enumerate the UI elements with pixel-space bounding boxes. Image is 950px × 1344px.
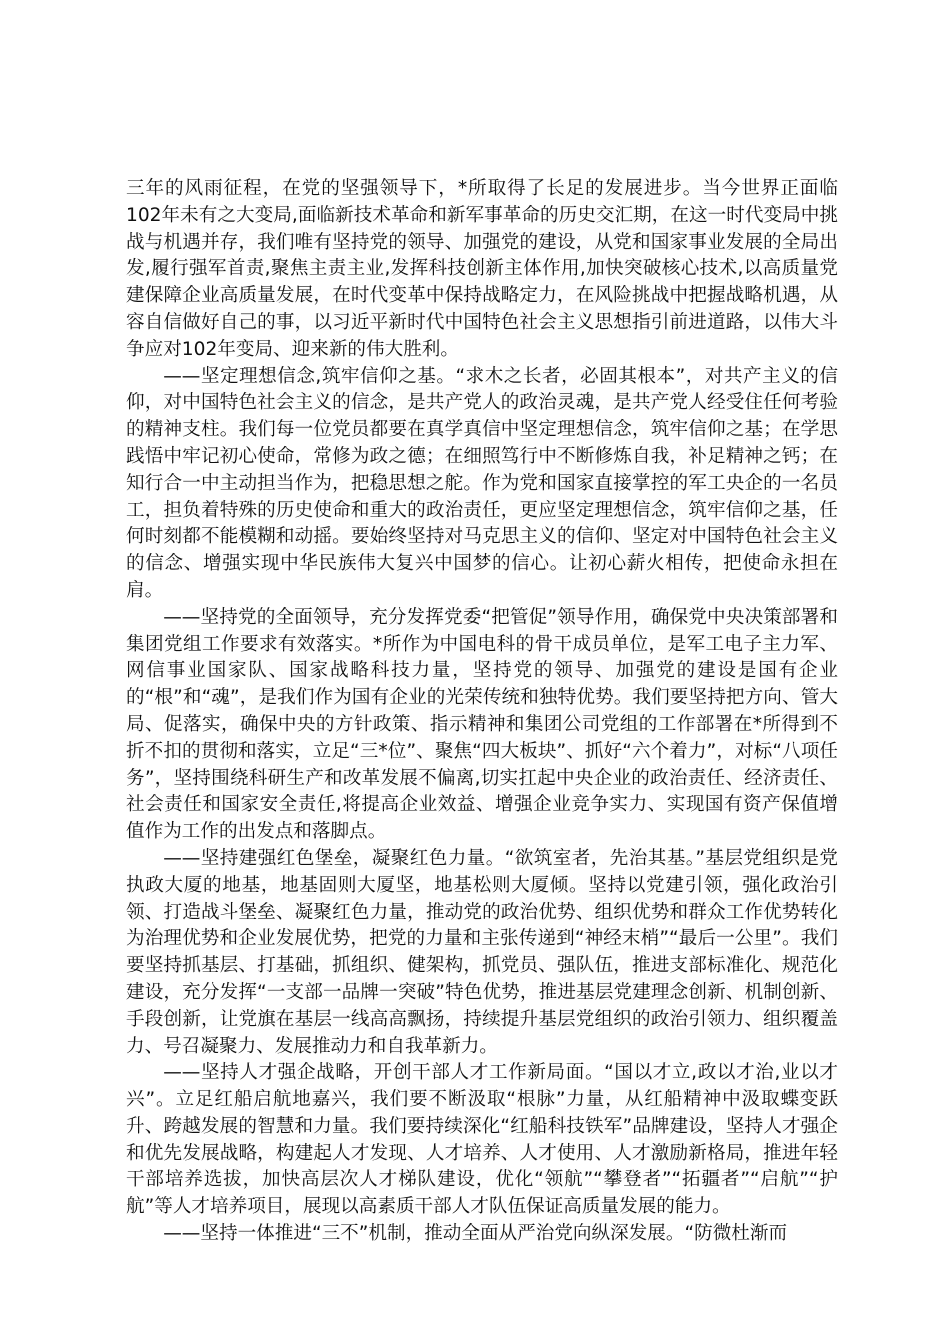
paragraph-red-fortress: ——坚持建强红色堡垒，凝聚红色力量。“欲筑室者，先治其基。”基层党组织是党执政大厦的地基，地基固则大厦坚，地基松则大厦倾。坚持以党建引领，强化政治引领、打造战斗堡垒、凝聚红色力量，推动党的政治优势、组织优势和群众工作优势转化为治理优势和企业发展优势，把党的力量和主张传递到“神经末梢”“最后一公里”。我们要坚持抓基层、打基础，抓组织、健架构，抓党员、强队伍，推进支部标准化、规范化建设，充分发挥“一支部一品牌一突破”特色优势，推进基层党建理念创新、机制创新、手段创新，让党旗在基层一线高高飘扬，持续提升基层党组织的政治引领力、组织覆盖力、号召凝聚力、发展推动力和自我革新力。 xyxy=(126,847,838,1057)
paragraph-party-leadership: ——坚持党的全面领导，充分发挥党委“把管促”领导作用，确保党中央决策部署和集团党组工作要求有效落实。*所作为中国电科的骨干成员单位，是军工电子主力军、网信事业国家队、国家战略科技力量，坚持党的领导、加强党的建设是国有企业的“根”和“魂”，是我们作为国有企业的光荣传统和独特优势。我们要坚持把方向、管大局、促落实，确保中央的方针政策、指示精神和集团公司党组的工作部署在*所得到不折不扣的贯彻和落实，立足“三*位”、聚焦“四大板块”、抓好“六个着力”，对标“八项任务”，坚持围绕科研生产和改革发展不偏离,切实扛起中央企业的政治责任、经济责任、社会责任和国家安全责任,将提高企业效益、增强企业竞争实力、实现国有资产保值增值作为工作的出发点和落脚点。 xyxy=(126,606,838,843)
paragraph-ideals-beliefs: ——坚定理想信念,筑牢信仰之基。“求木之长者，必固其根本”，对共产主义的信仰，对中国特色社会主义的信念，是共产党人的政治灵魂，是共产党人经受住任何考验的精神支柱。我们每一位党员都要在真学真信中坚定理想信念，筑牢信仰之基；在学思践悟中牢记初心使命，常修为政之德；在细照笃行中不断修炼自我，补足精神之钙；在知行合一中主动担当作为，把稳思想之舵。作为党和国家直接掌控的军工央企的一名员工，担负着特殊的历史使命和重大的政治责任，更应坚定理想信念，筑牢信仰之基，任何时刻都不能模糊和动摇。要始终坚持对马克思主义的信仰、坚定对中国特色社会主义的信念、增强实现中华民族伟大复兴中国梦的信心。让初心薪火相传，把使命永担在肩。 xyxy=(126,365,838,601)
paragraph-talent-strategy: ——坚持人才强企战略，开创干部人才工作新局面。“国以才立,政以才治,业以才兴”。立足红船启航地嘉兴，我们要不断汲取“根脉”力量，从红船精神中汲取蝶变跃升、跨越发展的智慧和力量。我们要持续深化“红船科技铁军”品牌建设，坚持人才强企和优先发展战略，构建起人才发现、人才培养、人才使用、人才激励新格局，推进年轻干部培养选拔，加快高层次人才梯队建设，优化“领航”“攀登者”“拓疆者”“启航”“护航”等人才培养项目，展现以高素质干部人才队伍保证高质量发展的能力。 xyxy=(126,1062,838,1218)
paragraph-three-nos-mechanism: ——坚持一体推进“三不”机制，推动全面从严治党向纵深发展。“防微杜渐而 xyxy=(163,1223,788,1245)
document-body xyxy=(126,176,838,1248)
paragraph-intro-continuation: 三年的风雨征程，在党的坚强领导下，*所取得了长足的发展进步。当今世界正面临102年未有之大变局,面临新技术革命和新军事革命的历史交汇期，在这一时代变局中挑战与机遇并存，我们唯有坚持党的领导、加强党的建设，从党和国家事业发展的全局出发,履行强军首责,聚焦主责主业,发挥科技创新主体作用,加快突破核心技术,以高质量党建保障企业高质量发展，在时代变革中保持战略定力，在风险挑战中把握战略机遇，从容自信做好自己的事，以习近平新时代中国特色社会主义思想指引前进道路，以伟大斗争应对102年变局、迎来新的伟大胜利。 xyxy=(126,178,838,360)
